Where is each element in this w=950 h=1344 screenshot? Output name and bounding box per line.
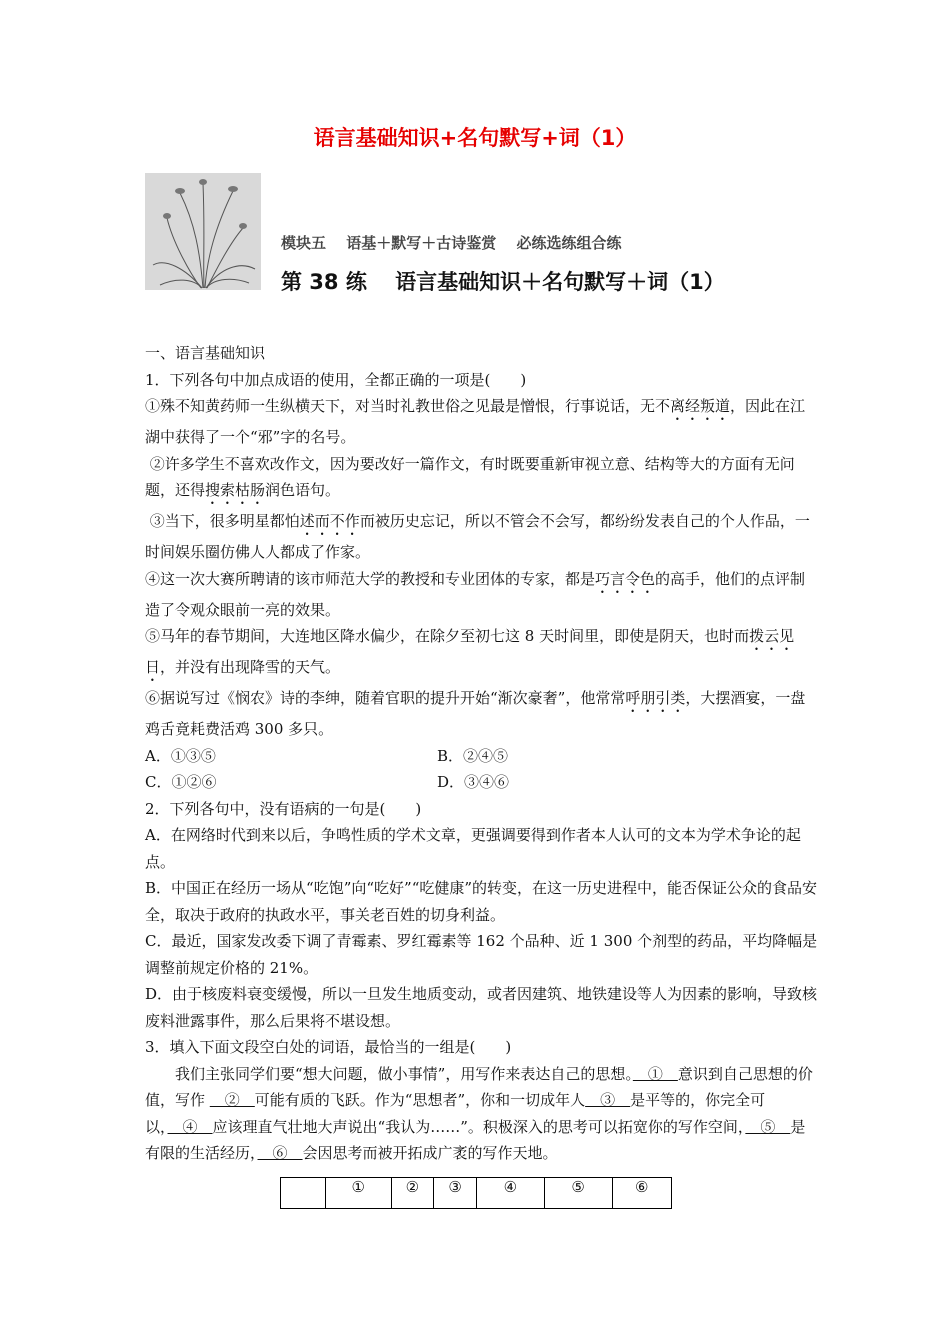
table-row [281, 1178, 672, 1209]
q3-blank-6: ⑥ [257, 1144, 303, 1162]
document-title: 语言基础知识+名句默写+词（1） [313, 126, 637, 150]
q3-passage: 我们主张同学们要“想大问题，做小事情”，用写作来表达自己的思想。 ① 意识到自己思想的价值，写作 ② 可能有质的飞跃。作为“思想者”，你和一切成年人 ③ 是平等的，你完全可以， ④ 应该理直气壮地大声说出“我认为……”。积极深入的思考可以拓宽你的写作空间， ⑤ 是有限的生活经历， ⑥ 会因思考而被开拓成广袤的写作天地。 [145, 1064, 813, 1162]
q2-stem: 2．下列各句中，没有语病的一句是( ) [145, 799, 422, 818]
module-line: 模块五 语基＋默写＋古诗鉴赏 必练选练组合练 [281, 234, 622, 252]
q1-idiom-6: 呼朋引类 [625, 689, 686, 707]
table-cell: ⑤ [544, 1178, 612, 1209]
orchid-icon [145, 173, 261, 290]
q1-options-row-2 [145, 769, 818, 796]
q1-idiom-4: 巧言令色 [595, 569, 656, 588]
q2-option-a: A．在网络时代到来以后，争鸣性质的学术文章，更强调要得到作者本人认可的文本为学术争论的起点。 [145, 826, 801, 871]
q3-blank-2: ② [209, 1091, 255, 1109]
lesson-title: 第 38 练 语言基础知识＋名句默写＋词（1） [281, 270, 725, 294]
table-cell [281, 1178, 326, 1209]
q3-stem: 3．填入下面文段空白处的词语，最恰当的一组是( ) [145, 1038, 512, 1056]
orchid-plant-illustration [145, 173, 261, 290]
q1-option-d: D．③④⑥ [437, 773, 510, 791]
q1-sentence-3: ③当下，很多明星都怕述而不作而被历史忘记，所以不管会不会写，都纷纷发表自己的个人作品，一时间娱乐圈仿佛人人都成了作家。 [145, 512, 810, 561]
q1-idiom-5: 拨云见日 [145, 627, 795, 676]
q2-option-c: C．最近，国家发改委下调了青霉素、罗红霉素等 162 个品种、近 1 300 个剂型的药品，平均降幅是调整前规定价格的 21%。 [145, 932, 818, 977]
answer-table [280, 1177, 672, 1209]
q1-sentence-1: ①殊不知黄药师一生纵横天下，对当时礼教世俗之见最是憎恨，行事说话，无不离经叛道，因此在江湖中获得了一个“邪”字的名号。 [145, 397, 806, 446]
q1-idiom-2: 搜索枯肠 [205, 481, 266, 499]
q3-blank-3: ③ [585, 1091, 631, 1109]
table-cell: ① [325, 1178, 391, 1209]
q1-options-row-1 [145, 743, 818, 770]
q3-blank-4: ④ [167, 1117, 213, 1136]
q3-blank-1: ① [632, 1064, 678, 1083]
q1-idiom-1: 离经叛道 [670, 397, 731, 415]
q1-option-a: A．①③⑤ [145, 746, 216, 765]
table-cell: ③ [434, 1178, 477, 1209]
table-cell: ② [391, 1178, 434, 1209]
q1-sentence-4: ④这一次大赛所聘请的该市师范大学的教授和专业团体的专家，都是巧言令色的高手，他们的点评制造了令观众眼前一亮的效果。 [145, 569, 806, 619]
q1-option-c: C．①②⑥ [145, 773, 217, 791]
q1-stem: 1．下列各句中加点成语的使用，全都正确的一项是( ) [145, 370, 527, 389]
table-cell: ④ [476, 1178, 544, 1209]
q1-sentence-6: ⑥据说写过《悯农》诗的李绅，随着官职的提升开始“渐次豪奢”，他常常呼朋引类，大摆酒宴，一盘鸡舌竟耗费活鸡 300 多只。 [145, 689, 806, 738]
q1-sentence-2: ②许多学生不喜欢改作文，因为要改好一篇作文，有时既要重新审视立意、结构等大的方面有无问题，还得搜索枯肠润色语句。 [145, 454, 795, 499]
q1-idiom-3: 述而不作 [299, 512, 360, 530]
section-heading: 一、语言基础知识 [145, 344, 266, 362]
q3-blank-5: ⑤ [745, 1117, 791, 1136]
q1-option-b: B．②④⑤ [437, 746, 509, 765]
q1-sentence-5: ⑤马年的春节期间，大连地区降水偏少，在除夕至初七这 8 天时间里，即使是阴天，也时而拨云见日，并没有出现降雪的天气。 [145, 627, 795, 676]
exercise-content [145, 340, 818, 1167]
q2-option-b: B．中国正在经历一场从“吃饱”向“吃好”“吃健康”的转变，在这一历史进程中，能否保证公众的食品安全，取决于政府的执政水平，事关老百姓的切身利益。 [145, 879, 818, 924]
table-cell: ⑥ [612, 1178, 671, 1209]
q2-option-d: D．由于核废料衰变缓慢，所以一旦发生地质变动，或者因建筑、地铁建设等人为因素的影响，导致核废料泄露事件，那么后果将不堪设想。 [145, 985, 818, 1030]
